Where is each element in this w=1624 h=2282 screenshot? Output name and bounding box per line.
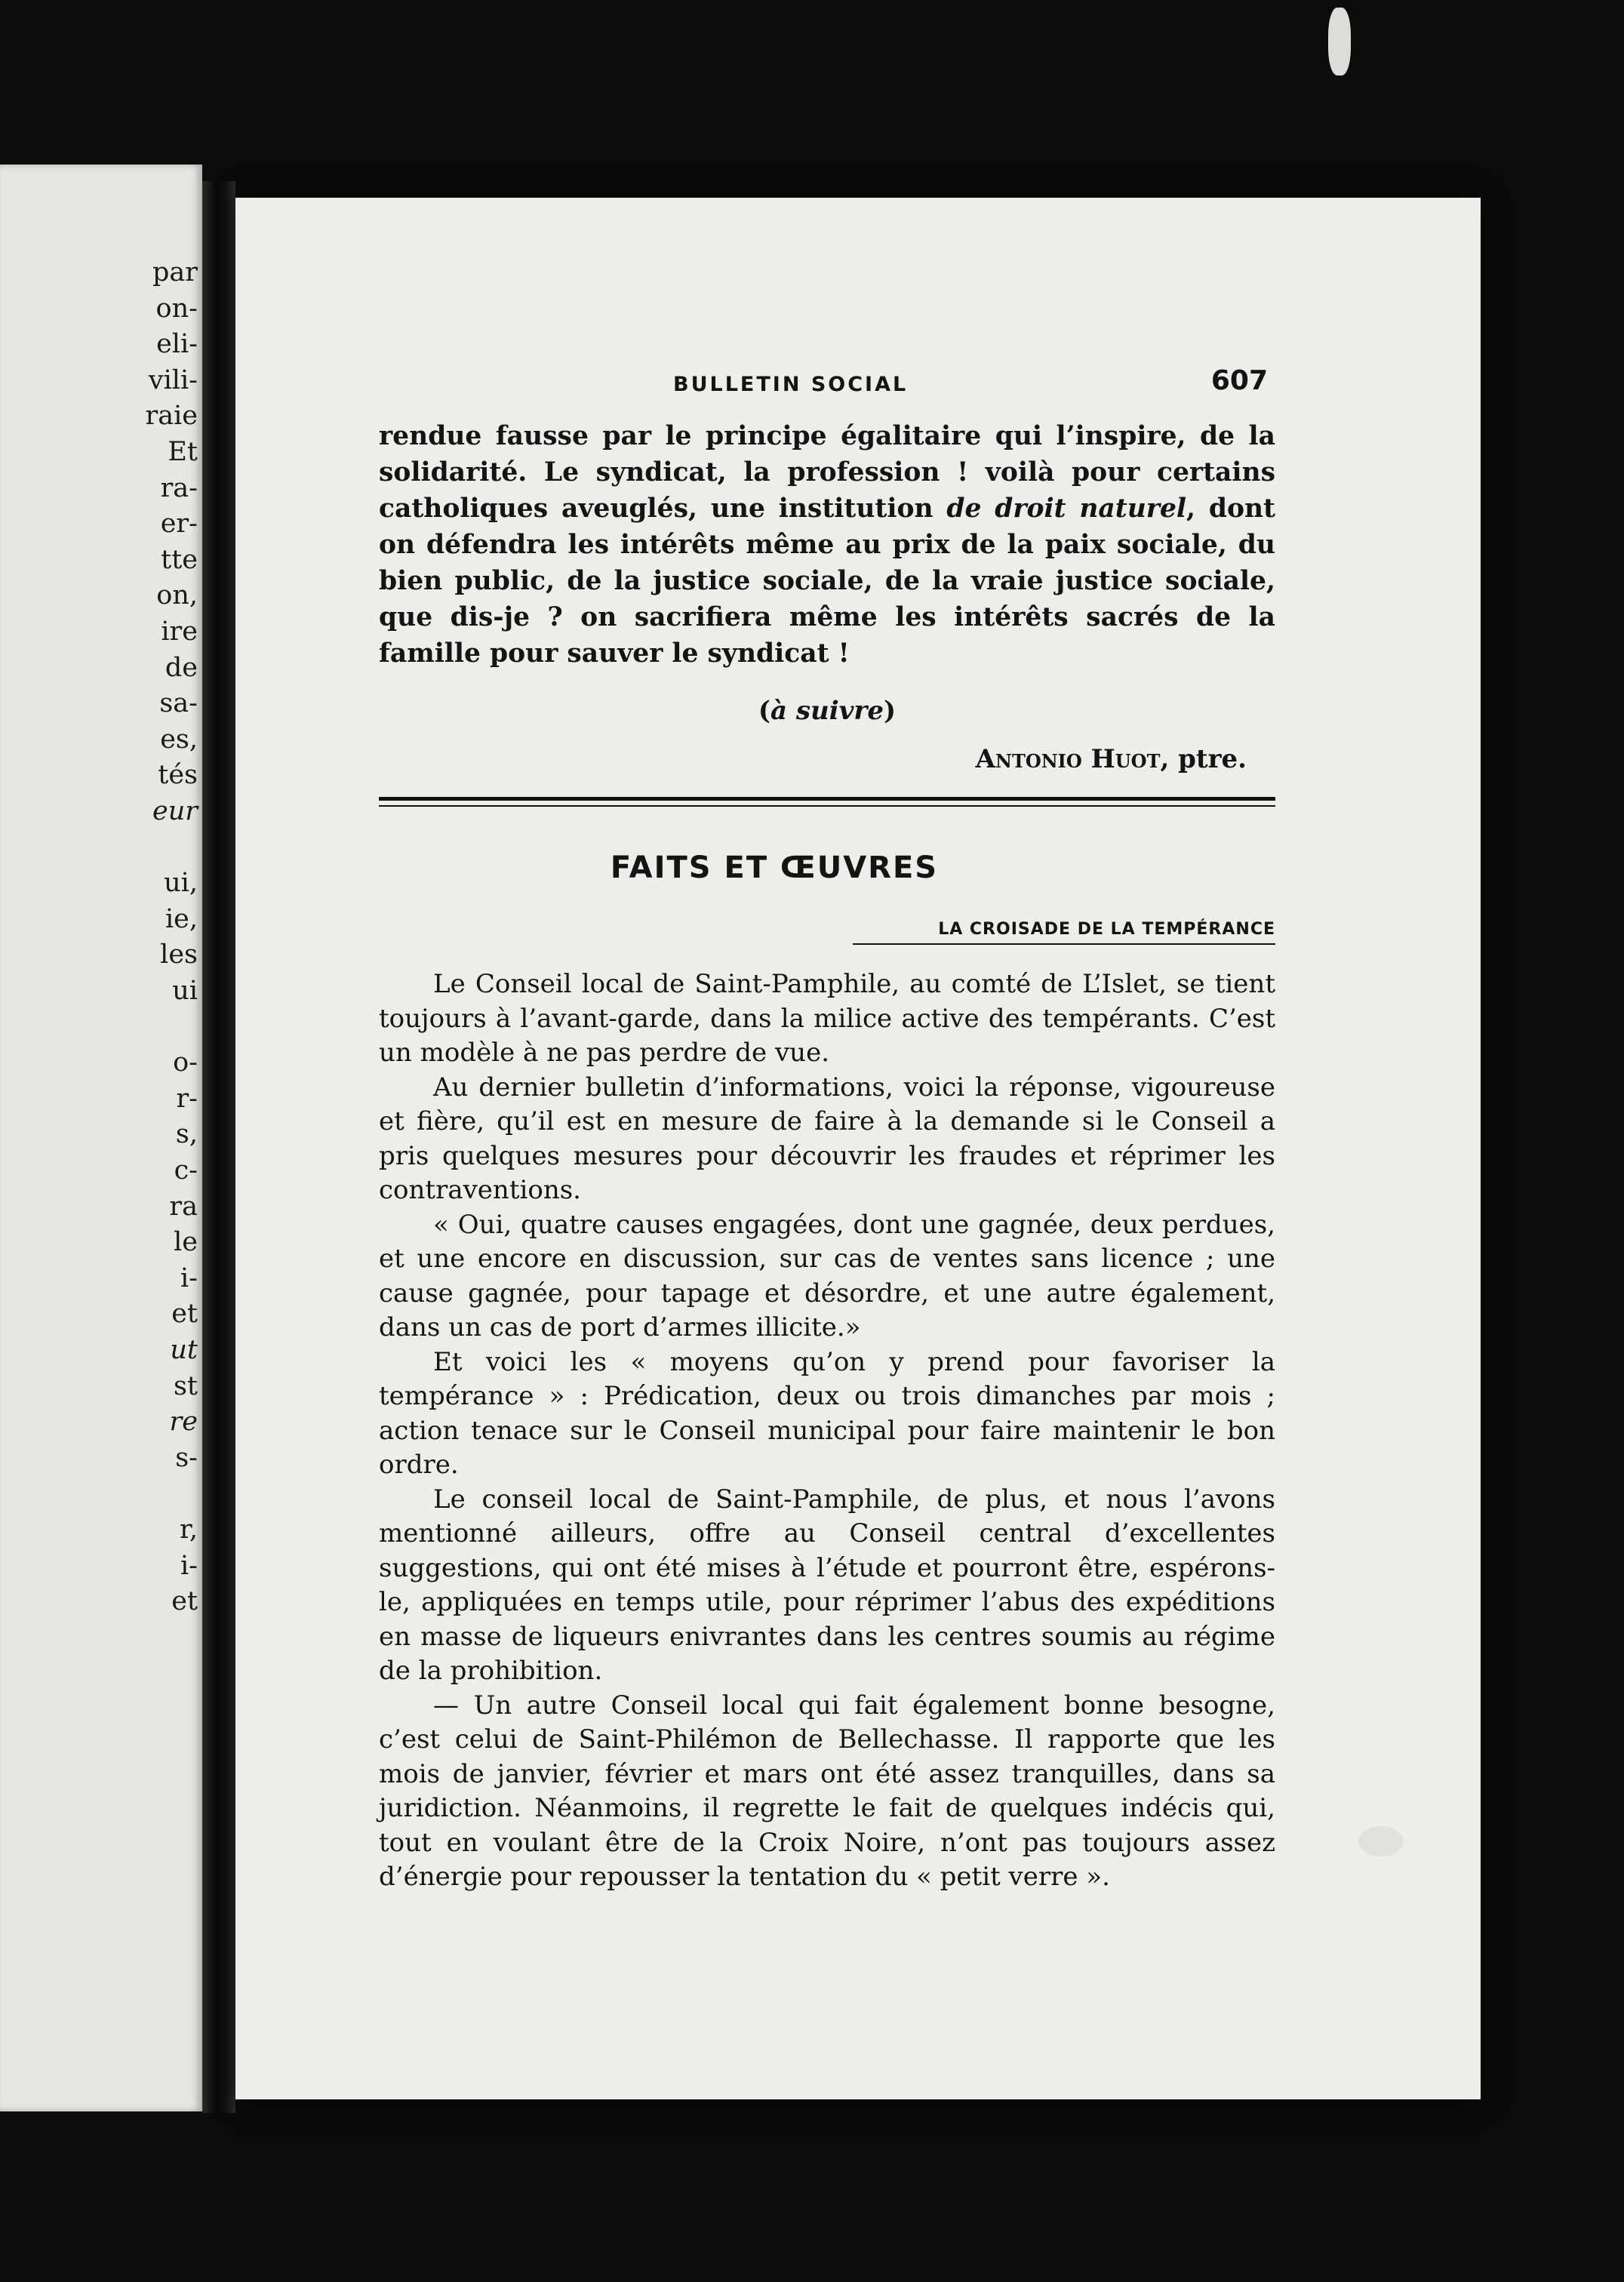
left-page-text-fragment: raie (145, 401, 198, 432)
left-page-text-fragment: re (169, 1407, 198, 1438)
left-page-text-fragment: s, (175, 1119, 198, 1150)
dust-speck (1328, 8, 1351, 75)
left-page-text-fragment: de (165, 652, 198, 683)
divider-thin-rule (379, 805, 1275, 807)
left-page-text-fragment: Et (168, 437, 198, 467)
left-page-text-fragment: sa- (159, 688, 198, 719)
body-paragraph: Le Conseil local de Saint-Pamphile, au comté de L’Islet, se tient toujours à l’avant-garde, dans la milice active des tempérants. C’est un modèle à ne pas perdre de vue. (379, 969, 1275, 1068)
running-head (379, 365, 1275, 418)
section-title: FAITS ET ŒUVRES (610, 850, 939, 885)
book-page (235, 198, 1481, 2099)
left-page-text-fragment: ie, (165, 903, 198, 934)
left-page-text-fragment: tés (158, 760, 198, 791)
left-page-text-fragment: et (171, 1299, 198, 1330)
body-paragraph: Au dernier bulletin d’informations, voici la réponse, vigoureuse et fière, qu’il est en mesure de faire à la demande si le Conseil a pris quelques mesures pour découvrir les fraudes et réprimer les contraventions. (379, 1072, 1275, 1205)
closing-paragraph-text-1: rendue fausse par le principe égalitaire qui l’inspire, de la solidarité. Le syndicat, la profession ! voilà pour certains catholiques aveuglés, une institution (379, 421, 1275, 524)
left-page-text-fragment: i- (180, 1262, 198, 1293)
left-page-text-fragment: i- (180, 1550, 198, 1581)
left-page-text-fragment: eli- (156, 329, 198, 360)
body-paragraph: — Un autre Conseil local qui fait également bonne besogne, c’est celui de Saint-Philémon de Bellechasse. Il rapporte que les mois de janvier, février et mars ont été assez tranquilles, dans sa juridiction. Néanmoins, il regrette le fait de quelques indécis qui, tout en voulant être de la Croix Noire, n’ont pas toujours assez d’énergie pour repousser la tentation du « petit verre ». (379, 1690, 1275, 1892)
left-page-text-fragment: tte (161, 544, 198, 575)
body-paragraph: « Oui, quatre causes engagées, dont une gagnée, deux perdues, et une encore en discussion, sur cas de ventes sans licence ; une cause gagnée, pour tapage et désordre, et une autre également, dans un cas de port d’armes illicite.» (379, 1209, 1275, 1342)
book-gutter (202, 181, 235, 2113)
article-closing-paragraph (379, 418, 1275, 672)
left-page-text-fragment: c- (174, 1155, 198, 1186)
left-page-text-fragment: r, (179, 1515, 198, 1545)
author-name: Antonio Huot (975, 744, 1161, 774)
left-page-text-fragment: ra (169, 1191, 198, 1222)
author-signature (379, 741, 1247, 777)
left-page-text-fragment: s- (175, 1442, 198, 1473)
continued-open: ( (758, 696, 771, 726)
page-content (379, 365, 1275, 1895)
section-divider (379, 797, 1275, 807)
left-page-text-fragment: vili- (148, 364, 198, 395)
page-number: 607 (1210, 365, 1268, 396)
closing-paragraph-italic: de droit naturel (946, 494, 1187, 524)
left-page-text-fragment: o- (173, 1047, 198, 1078)
left-page-text-fragment: le (174, 1227, 198, 1258)
section-subtitle: LA CROISADE DE LA TEMPÉRANCE (853, 920, 1275, 945)
author-suffix: , ptre. (1160, 744, 1247, 774)
left-page-text-fragment: ire (161, 617, 198, 647)
left-page-text-fragment: on- (155, 293, 198, 324)
left-page-text-fragment: ut (170, 1335, 198, 1365)
left-page-text-fragment: ui, (164, 868, 198, 899)
continued-close: ) (883, 696, 897, 726)
left-page-text-fragment: ui (172, 976, 198, 1006)
dust-speck (1358, 1826, 1404, 1856)
continued-text: à suivre (770, 696, 884, 726)
left-page-text-fragment: par (152, 257, 198, 288)
left-page-text-fragment: les (160, 940, 198, 970)
to-be-continued (379, 693, 1275, 729)
left-page-text-fragment: st (173, 1370, 198, 1401)
body-paragraph: Le conseil local de Saint-Pamphile, de plus, et nous l’avons mentionné ailleurs, offre au Conseil central d’excellentes suggestions, qui ont été mises à l’étude et pourront être, espérons-le, appliquées en temps utile, pour réprimer l’abus des expéditions en masse de liqueurs enivrantes dans les centres soumis au régime de la prohibition. (379, 1484, 1275, 1686)
left-page-text-fragment: ra- (160, 472, 198, 503)
left-page-fragment (0, 165, 202, 2111)
left-page-text-fragment: er- (160, 509, 198, 540)
section-body (379, 967, 1275, 1895)
left-page-text-fragment: et (171, 1586, 198, 1617)
left-page-text-fragment: r- (176, 1083, 198, 1114)
body-paragraph: Et voici les « moyens qu’on y prend pour favoriser la tempérance » : Prédication, deux ou trois dimanches par mois ; action tenace sur le Conseil municipal pour faire maintenir le bon ordre. (379, 1346, 1275, 1480)
running-head-title: BULLETIN SOCIAL (673, 373, 909, 396)
closing-paragraph-text-2: , dont on défendra les intérêts même au prix de la paix sociale, du bien public, de la justice sociale, de la vraie justice sociale, que dis-je ? on sacrifiera même les intérêts sacrés de la famille pour sauver le syndicat ! (379, 494, 1275, 669)
left-page-text-fragment: eur (152, 796, 198, 826)
left-page-text-fragment: on, (156, 580, 198, 611)
left-page-text-fragment: es, (160, 724, 198, 755)
divider-thick-rule (379, 797, 1275, 801)
